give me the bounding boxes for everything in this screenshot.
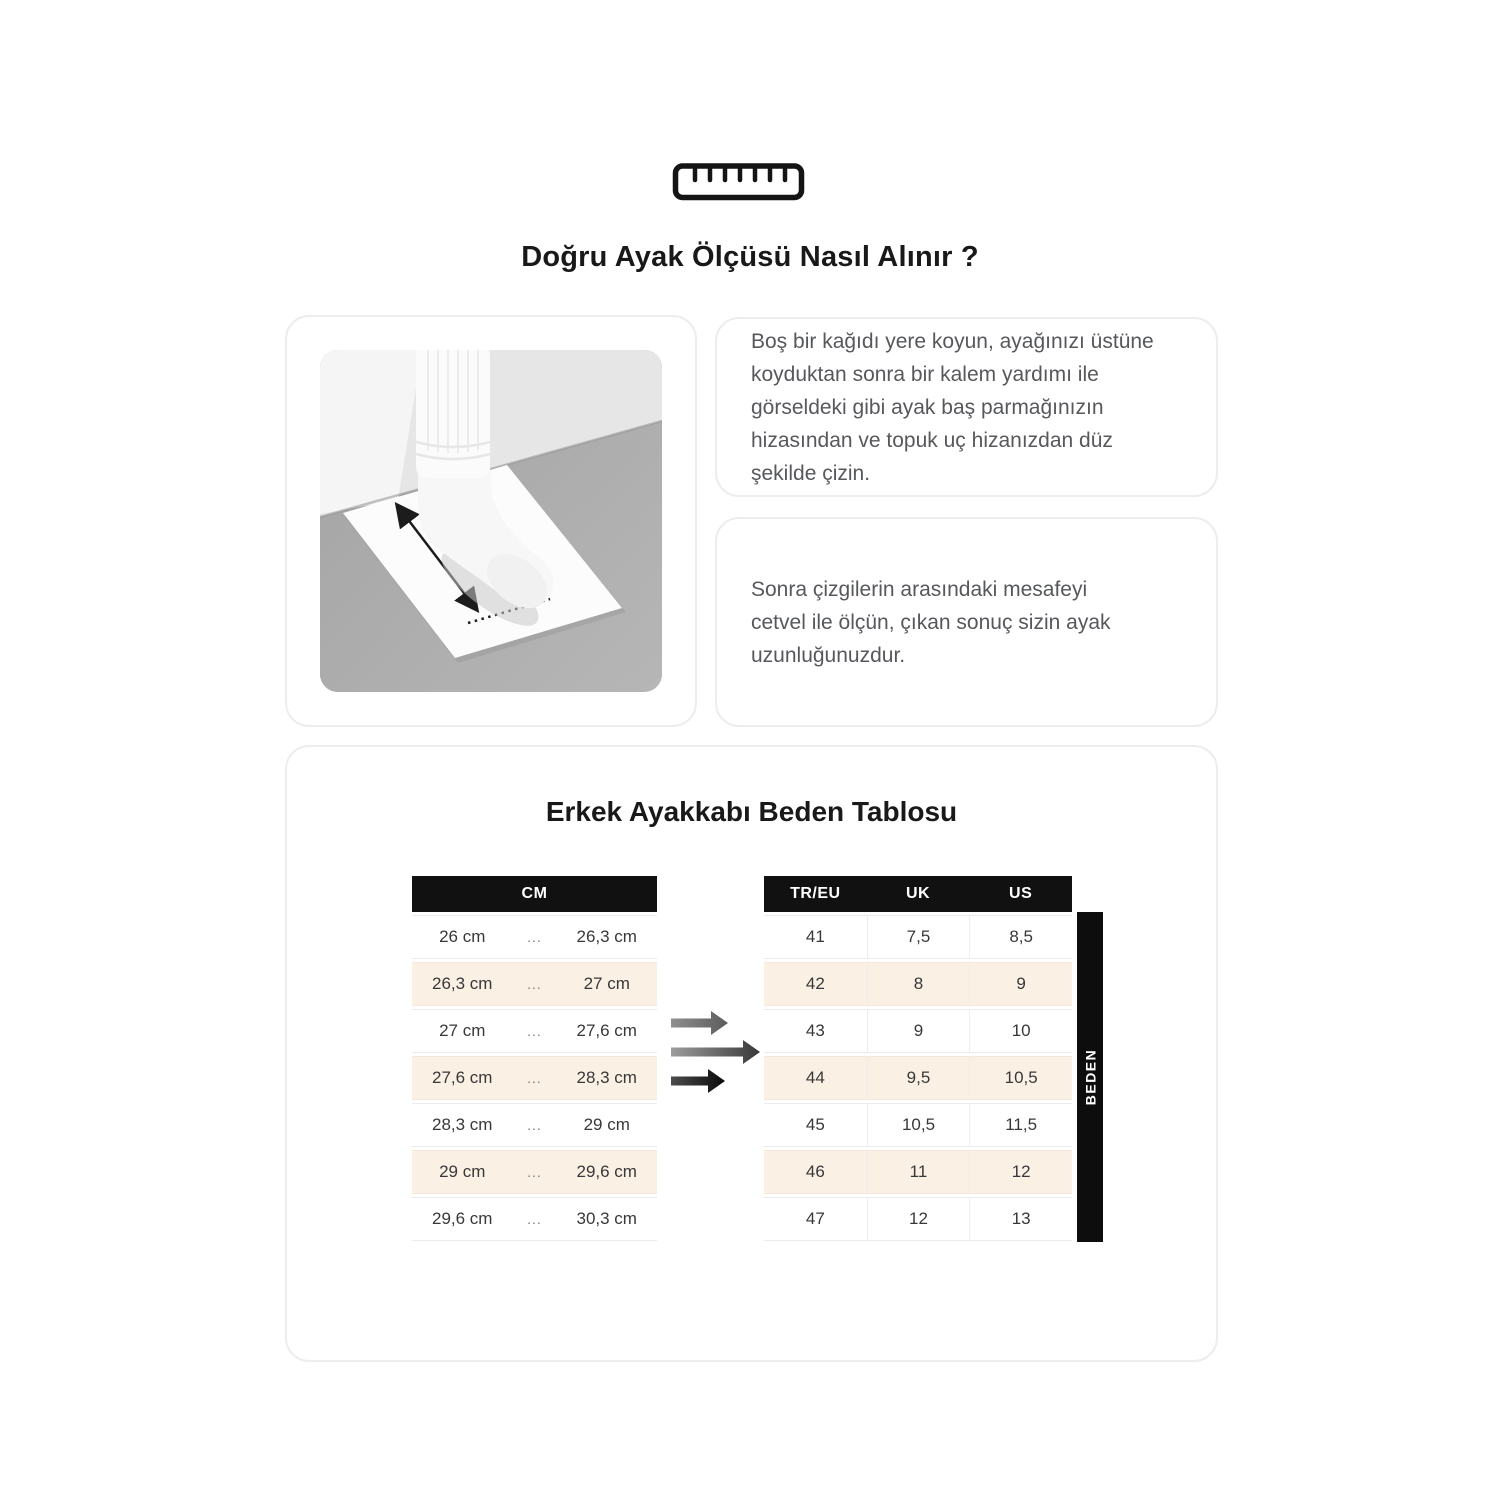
- size-cell: 11,5: [969, 1104, 1072, 1146]
- cm-to: 29,6 cm: [576, 1162, 637, 1181]
- cm-to: 30,3 cm: [576, 1209, 637, 1228]
- ruler-icon: [672, 162, 805, 202]
- size-cell: 8,5: [969, 916, 1072, 958]
- cm-range-row: [412, 915, 657, 959]
- cm-from: 27 cm: [439, 1021, 486, 1040]
- cm-range-row: [412, 1009, 657, 1053]
- range-dots: ...: [527, 1211, 542, 1227]
- cm-to: 28,3 cm: [576, 1068, 637, 1087]
- instruction-card-2: [715, 517, 1218, 727]
- cm-table-body: [412, 915, 657, 1241]
- range-dots: ...: [527, 929, 542, 945]
- size-cell: 12: [867, 1198, 970, 1240]
- size-cell: 45: [805, 1115, 825, 1134]
- size-cell: 11: [867, 1151, 970, 1193]
- size-cell: 47: [805, 1209, 825, 1228]
- cm-range-row: [412, 962, 657, 1006]
- cm-table-header: CM: [412, 876, 657, 912]
- instruction-card-1: [715, 317, 1218, 497]
- cm-from: 29 cm: [439, 1162, 486, 1181]
- cm-from: 28,3 cm: [432, 1115, 493, 1134]
- intl-size-row: [764, 1056, 1072, 1100]
- cm-range-row: [412, 1197, 657, 1241]
- size-cell: 42: [805, 974, 825, 993]
- size-cell: 43: [805, 1021, 825, 1040]
- beden-label: BEDEN: [1082, 1048, 1099, 1106]
- intl-size-row: [764, 962, 1072, 1006]
- cm-from: 26,3 cm: [432, 974, 493, 993]
- intl-size-row: [764, 915, 1072, 959]
- intl-size-row: [764, 1103, 1072, 1147]
- size-cell: 10,5: [969, 1057, 1072, 1099]
- size-cell: 9: [969, 963, 1072, 1005]
- header-uk: UK: [905, 885, 931, 902]
- cm-from: 26 cm: [439, 927, 486, 946]
- range-dots: ...: [527, 1164, 542, 1180]
- cm-to: 27 cm: [583, 974, 630, 993]
- beden-side-bar: [1077, 912, 1103, 1242]
- three-right-arrows-icon: [667, 1010, 762, 1095]
- range-dots: ...: [527, 976, 542, 992]
- cm-to: 27,6 cm: [576, 1021, 637, 1040]
- cm-from: 27,6 cm: [432, 1068, 493, 1087]
- intl-size-table-header: [764, 876, 1072, 912]
- size-table-body: [764, 915, 1072, 1241]
- cm-range-row: [412, 1150, 657, 1194]
- header-tr-eu: TR/EU: [790, 885, 841, 902]
- size-cell: 10: [969, 1010, 1072, 1052]
- size-cell: 44: [805, 1068, 825, 1087]
- foot-measurement-photo: [320, 350, 662, 692]
- header-us: US: [1009, 885, 1033, 902]
- size-cell: 10,5: [867, 1104, 970, 1146]
- size-cell: 13: [969, 1198, 1072, 1240]
- range-dots: ...: [527, 1070, 542, 1086]
- cm-range-row: [412, 1056, 657, 1100]
- instruction-text-2: Sonra çizgilerin arasındaki mesafeyi cetvel ile ölçün, çıkan sonuç sizin ayak uzunluğunuzdur.: [751, 577, 1111, 667]
- cm-table: [412, 876, 657, 1241]
- range-dots: ...: [527, 1023, 542, 1039]
- instruction-text-1: Boş bir kağıdı yere koyun, ayağınızı üstüne koyduktan sonra bir kalem yardımı ile görseldeki gibi ayak baş parmağınızın hizasından ve topuk uç hizanızdan düz şekilde çizin.: [751, 329, 1154, 485]
- cm-to: 26,3 cm: [576, 927, 637, 946]
- intl-size-row: [764, 1009, 1072, 1053]
- size-cell: 9: [867, 1010, 970, 1052]
- intl-size-row: [764, 1150, 1072, 1194]
- range-dots: ...: [527, 1117, 542, 1133]
- size-cell: 41: [805, 927, 825, 946]
- size-table-card: [285, 745, 1218, 1362]
- foot-measurement-card: [285, 315, 697, 727]
- size-cell: 8: [867, 963, 970, 1005]
- size-cell: 46: [805, 1162, 825, 1181]
- cm-range-row: [412, 1103, 657, 1147]
- intl-size-table: [764, 876, 1072, 1241]
- size-table-title: Erkek Ayakkabı Beden Tablosu: [545, 796, 958, 827]
- page-title: Doğru Ayak Ölçüsü Nasıl Alınır ?: [521, 241, 979, 273]
- cm-from: 29,6 cm: [432, 1209, 493, 1228]
- cm-to: 29 cm: [583, 1115, 630, 1134]
- intl-size-row: [764, 1197, 1072, 1241]
- size-cell: 9,5: [867, 1057, 970, 1099]
- size-cell: 12: [969, 1151, 1072, 1193]
- size-cell: 7,5: [867, 916, 970, 958]
